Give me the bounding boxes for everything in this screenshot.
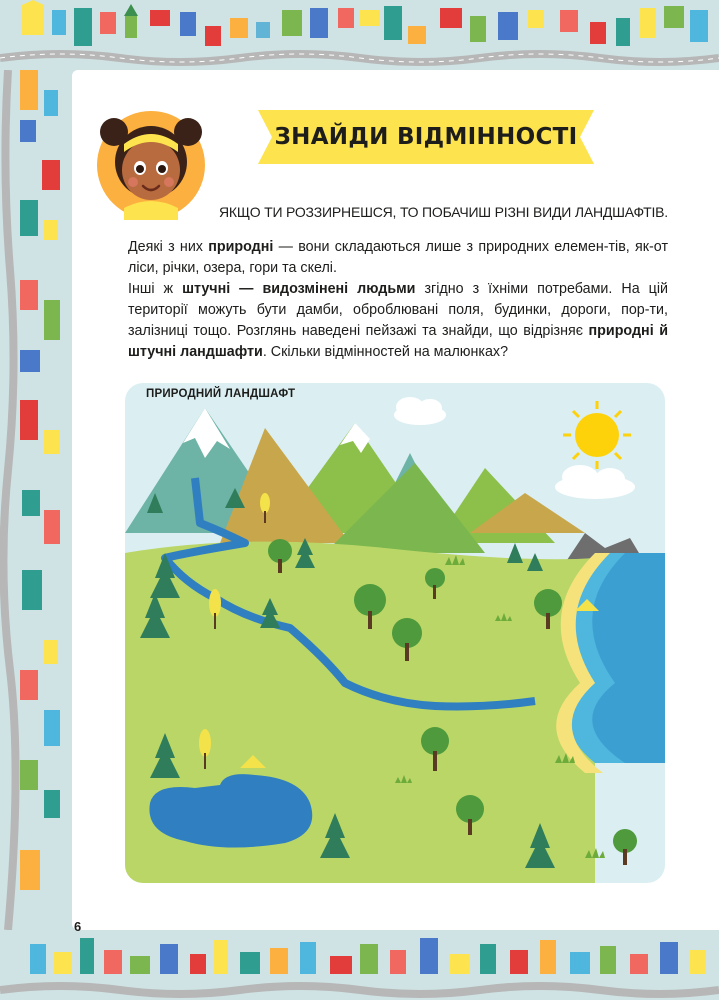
paragraph-artificial: Інші ж штучні — видозмінені людьми згідно з їхніми потребами. На цій території можуть бути дамби, оброблювані поля, будинки, дороги, пор-ти, залізниці тощо. Розглянь наведені пейзажі та знайди, що відрізняє природні й штучні ландшафти. Скільки відмінностей на малюнках? bbox=[128, 281, 668, 360]
instructions-text bbox=[128, 237, 668, 363]
page-title: ЗНАЙДИ ВІДМІННОСТІ bbox=[274, 124, 578, 150]
intro-line: ЯКЩО ТИ РОЗЗИРНЕШСЯ, ТО ПОБАЧИШ РІЗНІ ВИДИ ЛАНДШАФТІВ. bbox=[218, 204, 668, 220]
city-border-top bbox=[0, 0, 719, 70]
natural-landscape-illustration bbox=[125, 383, 665, 883]
paragraph-natural: Деякі з них природні — вони складаються лише з природних елемен-тів, як-от ліси, річки, озера, гори та скелі. bbox=[128, 239, 668, 276]
city-border-bottom bbox=[0, 930, 719, 1000]
page-number: 6 bbox=[74, 919, 82, 934]
girl-avatar-icon bbox=[96, 110, 206, 220]
city-border-left bbox=[0, 70, 72, 930]
scene-label: ПРИРОДНИЙ ЛАНДШАФТ bbox=[146, 388, 296, 400]
